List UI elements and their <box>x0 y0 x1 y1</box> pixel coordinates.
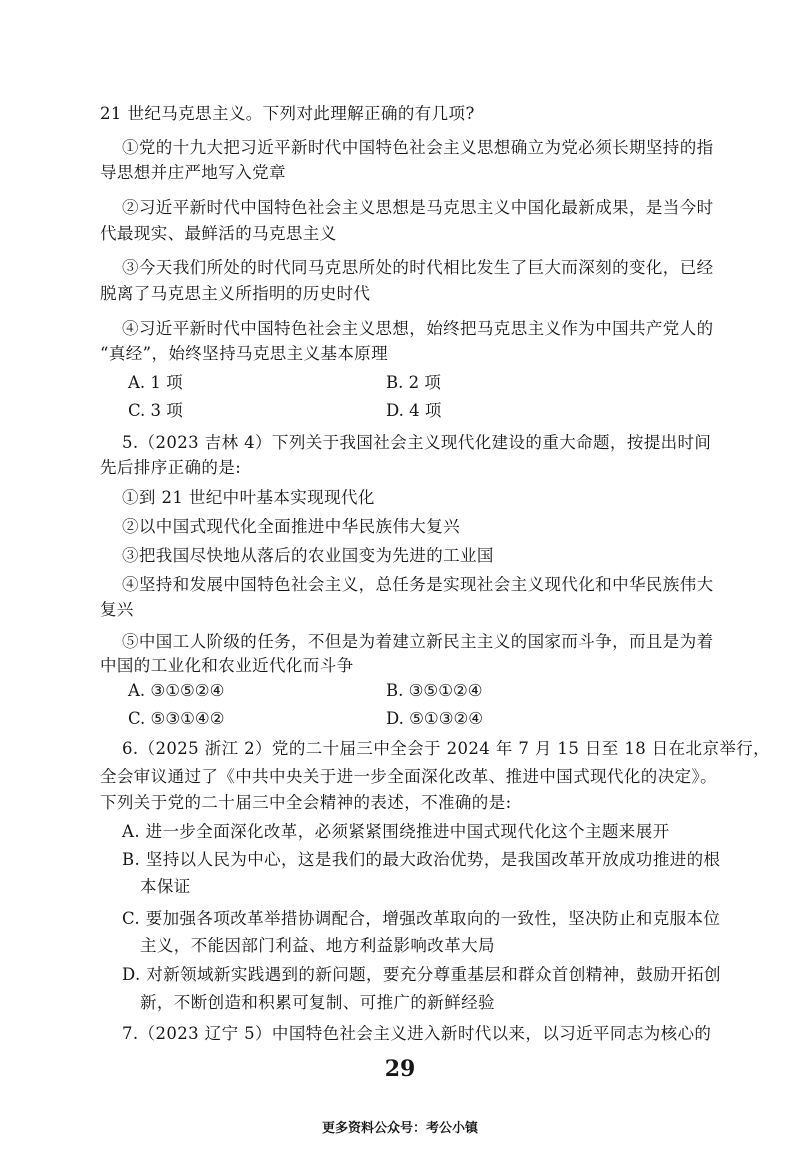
q5-stem-cont: 先后排序正确的是: <box>100 458 242 477</box>
q6-stem-cont-1: 全会审议通过了《中共中央关于进一步全面深化改革、推进中国式现代化的决定》。 <box>100 767 718 786</box>
q6-option-c-cont: 主义，不能因部门利益、地方利益影响改革大局 <box>140 936 495 955</box>
q5-stem: 5.（2023 吉林 4）下列关于我国社会主义现代化建设的重大命题，按提出时间 <box>122 433 712 452</box>
q5-statement-5: ⑤中国工人阶级的任务，不但是为着建立新民主主义的国家而斗争，而且是为着 <box>122 632 714 651</box>
q4-statement-4: ④习近平新时代中国特色社会主义思想，始终把马克思主义作为中国共产党人的 <box>122 319 714 338</box>
q4-statement-1: ①党的十九大把习近平新时代中国特色社会主义思想确立为党必须长期坚持的指 <box>122 138 714 157</box>
q5-statement-3: ③把我国尽快地从落后的农业国变为先进的工业国 <box>122 546 494 565</box>
q6-stem-cont-2: 下列关于党的二十届三中全会精神的表述，不准确的是: <box>100 793 512 812</box>
footer-note: 更多资料公众号：考公小镇 <box>321 1121 478 1136</box>
q4-option-d: D. 4 项 <box>386 401 442 420</box>
q5-statement-1: ①到 21 世纪中叶基本实现现代化 <box>122 488 375 507</box>
q4-stem-tail: 21 世纪马克思主义。下列对此理解正确的有几项? <box>100 104 475 123</box>
q5-statement-2: ②以中国式现代化全面推进中华民族伟大复兴 <box>122 517 460 536</box>
q5-statement-5-cont: 中国的工业化和农业近代化而斗争 <box>100 656 354 675</box>
q4-option-b: B. 2 项 <box>386 373 441 392</box>
q4-option-a: A. 1 项 <box>128 373 183 392</box>
q7-stem: 7.（2023 辽宁 5）中国特色社会主义进入新时代以来，以习近平同志为核心的 <box>122 1024 712 1043</box>
q4-statement-3-cont: 脱离了马克思主义所指明的历史时代 <box>100 284 371 303</box>
q4-statement-3: ③今天我们所处的时代同马克思所处的时代相比发生了巨大而深刻的变化，已经 <box>122 258 714 277</box>
q6-stem: 6.（2025 浙江 2）党的二十届三中全会于 2024 年 7 月 15 日至 18 日在北京举行， <box>122 739 771 758</box>
q5-option-b: B. ③⑤①②④ <box>386 681 483 700</box>
page-number: 29 <box>384 1056 416 1082</box>
q6-option-b-cont: 本保证 <box>140 877 191 896</box>
q4-option-c: C. 3 项 <box>128 401 183 420</box>
q6-option-b: B. 坚持以人民为中心，这是我们的最大政治优势，是我国改革开放成功推进的根 <box>122 850 721 869</box>
q4-statement-2-cont: 代最现实、最鲜活的马克思主义 <box>100 224 337 243</box>
q5-option-d: D. ⑤①③②④ <box>386 709 484 728</box>
q5-option-c: C. ⑤③①④② <box>128 709 225 728</box>
q6-option-a: A. 进一步全面深化改革，必须紧紧围绕推进中国式现代化这个主题来展开 <box>122 822 670 841</box>
q4-statement-2: ②习近平新时代中国特色社会主义思想是马克思主义中国化最新成果，是当今时 <box>122 198 714 217</box>
q6-option-d: D. 对新领域新实践遇到的新问题，要充分尊重基层和群众首创精神，鼓励开拓创 <box>122 965 721 984</box>
q4-statement-4-cont: “真经”，始终坚持马克思主义基本原理 <box>100 344 389 363</box>
q6-option-c: C. 要加强各项改革举措协调配合，增强改革取向的一致性，坚决防止和克服本位 <box>122 909 721 928</box>
q5-statement-4-cont: 复兴 <box>100 600 134 619</box>
q4-statement-1-cont: 导思想并庄严地写入党章 <box>100 163 286 182</box>
q5-option-a: A. ③①⑤②④ <box>128 681 225 700</box>
q6-option-d-cont: 新，不断创造和积累可复制、可推广的新鲜经验 <box>140 993 495 1012</box>
q5-statement-4: ④坚持和发展中国特色社会主义，总任务是实现社会主义现代化和中华民族伟大 <box>122 575 714 594</box>
